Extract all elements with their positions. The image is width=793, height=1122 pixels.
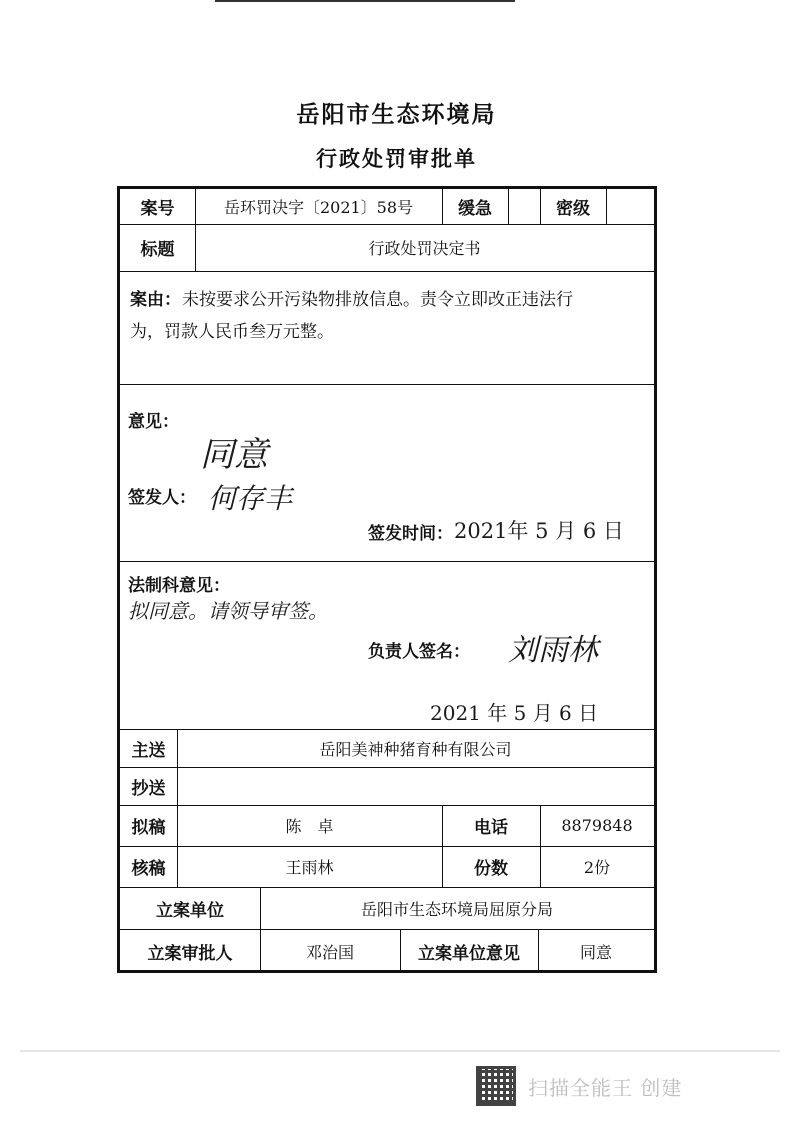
cc-value	[177, 767, 654, 805]
responsible-handwritten: 刘雨林	[508, 633, 598, 668]
reviewer-value: 王雨林	[285, 858, 334, 877]
form-title: 行政处罚审批单	[316, 147, 477, 171]
secrecy-value	[606, 189, 654, 224]
opinion-handwritten: 同意	[200, 435, 268, 475]
approval-form	[117, 186, 657, 973]
signer-handwritten: 何存丰	[208, 482, 293, 515]
sign-time-label: 签发时间：	[368, 524, 453, 544]
legal-date: 2021 年 5 月 6 日	[430, 701, 599, 725]
legal-label: 法制科意见：	[128, 576, 230, 596]
responsible-label: 负责人签名：	[368, 642, 470, 662]
reason-label: 案由：	[130, 290, 181, 310]
scan-bottom-edge	[20, 1050, 780, 1052]
row-divider	[120, 384, 654, 385]
signer-label: 签发人：	[128, 488, 196, 508]
phone-value: 8879848	[561, 816, 633, 835]
drafter-value: 陈 卓	[285, 817, 334, 836]
urgency-label: 缓急	[458, 199, 492, 219]
scanner-watermark: 扫描全能王 创建	[528, 1076, 683, 1100]
send-main-label: 主送	[131, 740, 166, 761]
approver-label: 立案审批人	[147, 943, 233, 964]
drafter-label: 拟稿	[131, 818, 166, 838]
copies-value: 2份	[583, 858, 611, 877]
case-no-label: 案号	[140, 199, 175, 219]
reviewer-label: 核稿	[131, 859, 166, 879]
reason-line-2: 为，罚款人民币叁万元整。	[130, 322, 334, 342]
opinion-label: 意见：	[128, 412, 179, 432]
org-title: 岳阳市生态环境局	[296, 102, 497, 128]
scan-top-edge	[215, 0, 515, 2]
approver-value: 邓治国	[305, 942, 354, 962]
secrecy-label: 密级	[556, 199, 590, 219]
cc-label: 抄送	[131, 778, 166, 799]
qr-code-icon	[476, 1066, 516, 1106]
phone-label: 电话	[474, 818, 508, 838]
reason-line-1: 未按要求公开污染物排放信息。责令立即改正违法行	[182, 290, 573, 310]
unit-opinion-label: 立案单位意见	[418, 943, 520, 964]
case-no-value: 岳环罚决字〔2021〕58号	[223, 198, 414, 217]
filing-unit-value: 岳阳市生态环境局屈原分局	[360, 899, 553, 919]
subject-label: 标题	[140, 240, 175, 260]
copies-label: 份数	[474, 859, 508, 879]
filing-unit-label: 立案单位	[156, 900, 224, 921]
send-main-value: 岳阳美神种猪育种有限公司	[319, 739, 512, 759]
urgency-value	[508, 189, 540, 224]
subject-value: 行政处罚决定书	[368, 239, 481, 258]
legal-handwritten: 拟同意。请领导审签。	[128, 599, 328, 623]
row-divider	[120, 271, 654, 272]
row-divider	[120, 561, 654, 562]
unit-opinion-value: 同意	[579, 942, 612, 962]
sign-time-value: 2021年 5 月 6 日	[454, 519, 624, 543]
